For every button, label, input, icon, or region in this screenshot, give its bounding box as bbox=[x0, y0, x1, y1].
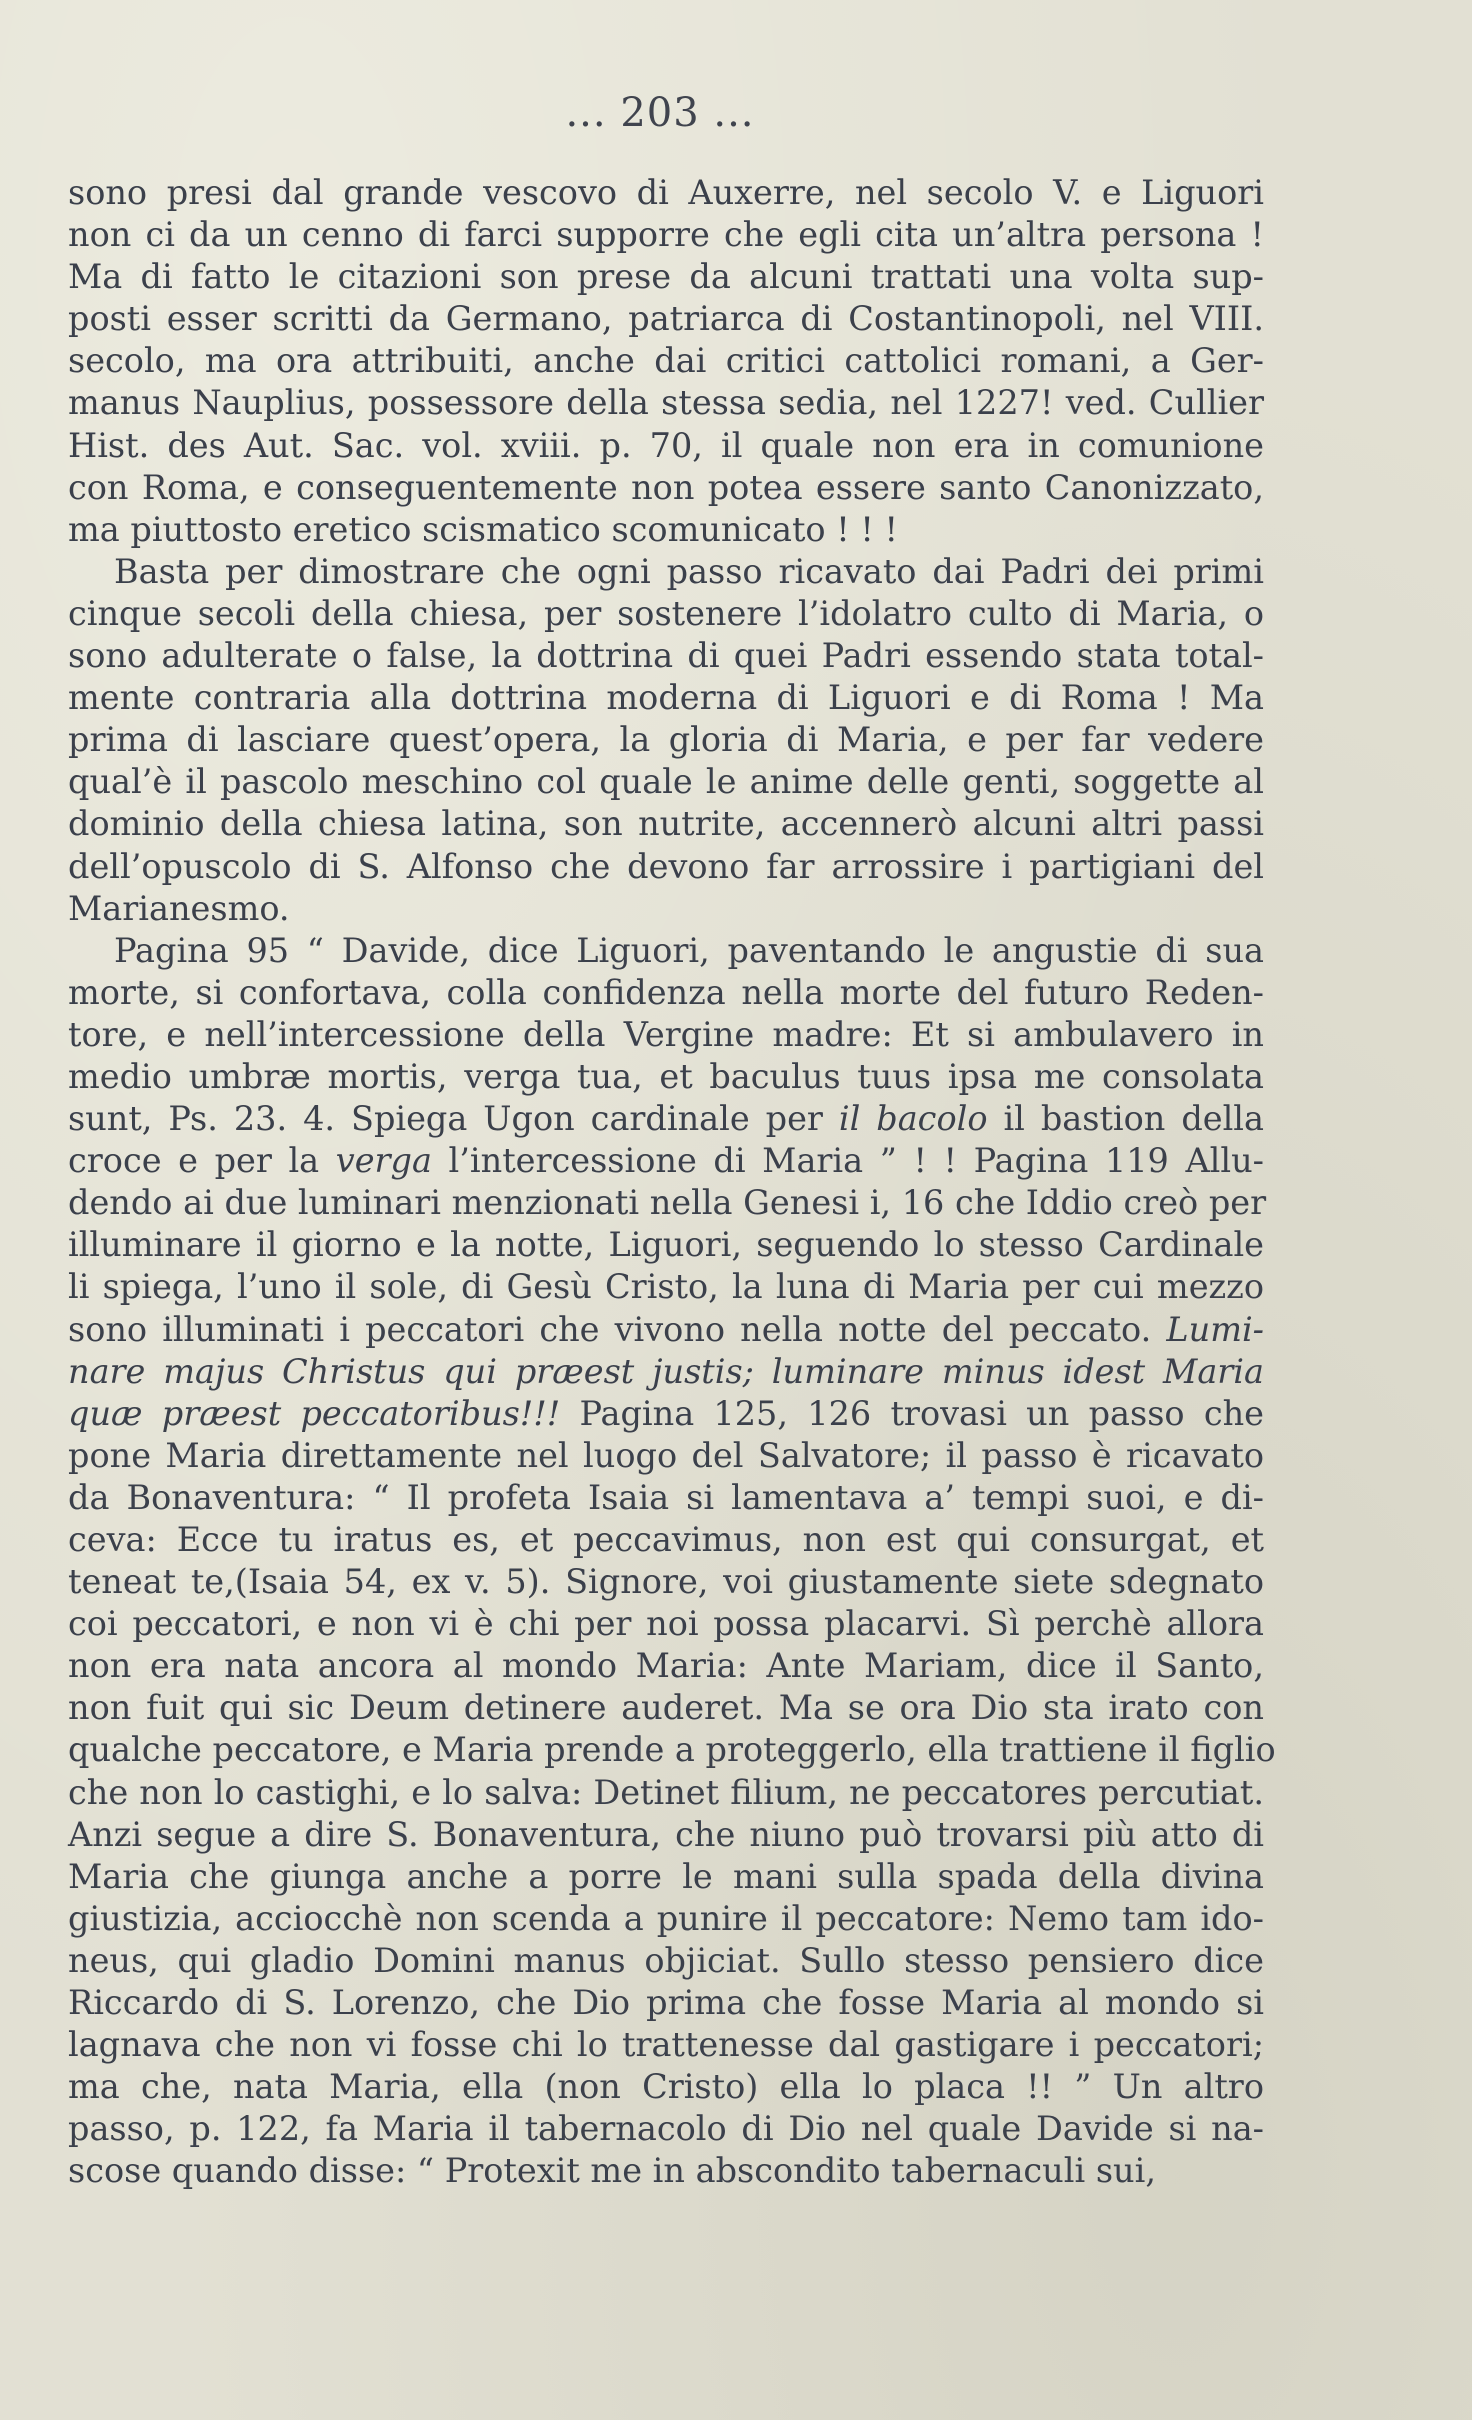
text-line bbox=[68, 1393, 1264, 1435]
text-line bbox=[68, 1309, 1264, 1351]
text-run: prima di lasciare quest’opera, la gloria di Maria, e per far vedere bbox=[68, 720, 1264, 760]
page-number: ... 203 ... bbox=[565, 90, 755, 136]
text-run: da Bonaventura: “ Il profeta Isaia si lamentava a’ tempi suoi, e di- bbox=[68, 1477, 1264, 1517]
text-run: non ci da un cenno di farci supporre che egli cita un’altra persona ! bbox=[68, 215, 1264, 255]
text-line bbox=[68, 2108, 1264, 2150]
text-line bbox=[68, 2150, 1264, 2192]
text-run: illuminare il giorno e la notte, Liguori, seguendo lo stesso Cardinale bbox=[68, 1225, 1264, 1265]
italic-text-run: quæ præest peccatoribus!!! bbox=[68, 1393, 561, 1433]
text-line bbox=[68, 256, 1264, 298]
text-run: Ma di fatto le citazioni son prese da alcuni trattati una volta sup- bbox=[68, 257, 1264, 297]
text-run: cinque secoli della chiesa, per sostenere l’idolatro culto di Maria, o bbox=[68, 593, 1264, 633]
text-line bbox=[68, 1351, 1264, 1393]
text-run: sono presi dal grande vescovo di Auxerre, nel secolo V. e Liguori bbox=[68, 173, 1264, 212]
text-line bbox=[68, 1140, 1264, 1182]
text-line bbox=[68, 2066, 1264, 2108]
text-run: teneat te,(Isaia 54, ex v. 5). Signore, voi giustamente siete sdegnato bbox=[68, 1562, 1264, 1602]
text-line bbox=[68, 1182, 1267, 1224]
text-line bbox=[68, 1056, 1264, 1098]
text-run: passo, p. 122, fa Maria il tabernacolo di Dio nel quale Davide si na- bbox=[68, 2109, 1264, 2149]
text-run: sono illuminati i peccatori che vivono nella notte del peccato. bbox=[68, 1309, 1167, 1349]
text-line bbox=[68, 1687, 1264, 1729]
italic-text-run: Lumi- bbox=[1166, 1309, 1264, 1349]
text-line bbox=[68, 1772, 1264, 1814]
text-run: ceva: Ecce tu iratus es, et peccavimus, non est qui consurgat, et bbox=[68, 1520, 1264, 1559]
text-run: giustizia, acciocchè non scenda a punire il peccatore: Nemo tam ido- bbox=[68, 1898, 1264, 1938]
text-run: il bastion della bbox=[987, 1099, 1264, 1139]
text-run: dominio della chiesa latina, son nutrite, accennerò alcuni altri passi bbox=[68, 804, 1264, 844]
text-line bbox=[68, 761, 1264, 803]
text-line bbox=[68, 1729, 1276, 1771]
text-line bbox=[68, 382, 1264, 424]
text-line bbox=[68, 298, 1264, 340]
text-run: scose quando disse: “ Protexit me in abscondito tabernaculi sui, bbox=[68, 2151, 1156, 2191]
text-run: morte, si confortava, colla confidenza nella morte del futuro Reden- bbox=[68, 972, 1264, 1012]
text-run: mente contraria alla dottrina moderna di Liguori e di Roma ! Ma bbox=[68, 678, 1264, 718]
text-line bbox=[68, 1898, 1264, 1940]
text-run: non era nata ancora al mondo Maria: Ante Mariam, dice il Santo, bbox=[68, 1646, 1264, 1686]
text-line bbox=[68, 1814, 1264, 1856]
text-line bbox=[68, 1477, 1264, 1519]
text-line bbox=[68, 1224, 1264, 1266]
text-line bbox=[68, 340, 1264, 382]
text-line bbox=[68, 930, 1264, 972]
text-line bbox=[68, 467, 1264, 509]
text-line bbox=[68, 846, 1264, 888]
text-line bbox=[68, 172, 1264, 214]
text-line bbox=[68, 1435, 1264, 1477]
italic-text-run: il bacolo bbox=[838, 1099, 988, 1139]
text-run: Pagina 95 “ Davide, dice Liguori, paventando le angustie di sua bbox=[114, 930, 1264, 970]
text-line bbox=[68, 1519, 1264, 1561]
paragraph bbox=[68, 930, 1276, 2193]
text-run: tore, e nell’intercessione della Vergine madre: Et si ambulavero in bbox=[68, 1014, 1264, 1054]
text-line bbox=[68, 2024, 1264, 2066]
text-line bbox=[68, 1982, 1264, 2024]
body-text bbox=[68, 172, 1276, 2193]
italic-text-run: nare majus Christus qui præest justis; luminare minus idest Maria bbox=[68, 1351, 1264, 1391]
paragraph bbox=[68, 172, 1264, 551]
text-run: Pagina 125, 126 trovasi un passo che bbox=[560, 1393, 1264, 1433]
text-run: Anzi segue a dire S. Bonaventura, che niuno può trovarsi più atto di bbox=[68, 1814, 1264, 1854]
text-run: pone Maria direttamente nel luogo del Salvatore; il passo è ricavato bbox=[68, 1435, 1264, 1475]
text-run: dendo ai due luminari menzionati nella Genesi i, 16 che Iddio creò per bbox=[68, 1183, 1267, 1223]
text-line bbox=[68, 509, 1264, 551]
text-run: dell’opuscolo di S. Alfonso che devono far arrossire i partigiani del bbox=[68, 846, 1264, 886]
text-line bbox=[68, 1014, 1264, 1056]
text-run: secolo, ma ora attribuiti, anche dai critici cattolici romani, a Ger- bbox=[68, 341, 1264, 381]
text-run: Riccardo di S. Lorenzo, che Dio prima che fosse Maria al mondo si bbox=[68, 1983, 1264, 2023]
text-run: che non lo castighi, e lo salva: Detinet filium, ne peccatores percutiat. bbox=[68, 1772, 1264, 1812]
text-run: sono adulterate o false, la dottrina di quei Padri essendo stata total- bbox=[68, 636, 1264, 676]
text-line bbox=[68, 214, 1264, 256]
text-line bbox=[68, 1561, 1264, 1603]
text-run: l’intercessione di Maria ” ! ! Pagina 119 Allu- bbox=[431, 1141, 1264, 1181]
text-line bbox=[68, 635, 1264, 677]
text-line bbox=[68, 803, 1264, 845]
text-line bbox=[68, 1645, 1264, 1687]
text-line bbox=[68, 1856, 1264, 1898]
text-line bbox=[68, 1098, 1264, 1140]
paragraph bbox=[68, 551, 1264, 930]
text-run: non fuit qui sic Deum detinere auderet. Ma se ora Dio sta irato con bbox=[68, 1688, 1264, 1728]
text-line bbox=[68, 425, 1264, 467]
text-run: medio umbræ mortis, verga tua, et baculus tuus ipsa me consolata bbox=[68, 1056, 1264, 1096]
text-line bbox=[68, 719, 1264, 761]
text-line bbox=[68, 1266, 1264, 1308]
text-run: qualche peccatore, e Maria prende a proteggerlo, ella trattiene il figlio bbox=[68, 1730, 1276, 1770]
text-run: Maria che giunga anche a porre le mani sulla spada della divina bbox=[68, 1856, 1264, 1896]
text-line bbox=[68, 1940, 1264, 1982]
text-run: sunt, Ps. 23. 4. Spiega Ugon cardinale per bbox=[68, 1099, 839, 1139]
text-run: lagnava che non vi fosse chi lo trattenesse dal gastigare i peccatori; bbox=[68, 2025, 1264, 2065]
italic-text-run: verga bbox=[335, 1141, 432, 1181]
text-line bbox=[68, 593, 1264, 635]
text-run: ma piuttosto eretico scismatico scomunicato ! ! ! bbox=[68, 509, 898, 549]
text-run: li spiega, l’uno il sole, di Gesù Cristo, la luna di Maria per cui mezzo bbox=[68, 1267, 1264, 1307]
text-line bbox=[68, 972, 1264, 1014]
text-run: coi peccatori, e non vi è chi per noi possa placarvi. Sì perchè allora bbox=[68, 1604, 1264, 1644]
text-run: qual’è il pascolo meschino col quale le anime delle genti, soggette al bbox=[68, 762, 1264, 802]
text-run: neus, qui gladio Domini manus objiciat. Sullo stesso pensiero dice bbox=[68, 1940, 1264, 1980]
text-line bbox=[68, 551, 1264, 593]
text-line bbox=[68, 888, 1264, 930]
text-run: con Roma, e conseguentemente non potea essere santo Canonizzato, bbox=[68, 467, 1264, 507]
text-line bbox=[68, 677, 1264, 719]
text-run: manus Nauplius, possessore della stessa sedia, nel 1227! ved. Cullier bbox=[68, 383, 1264, 423]
text-run: croce e per la bbox=[68, 1141, 336, 1181]
text-run: ma che, nata Maria, ella (non Cristo) ella lo placa !! ” Un altro bbox=[68, 2067, 1264, 2107]
text-run: posti esser scritti da Germano, patriarca di Costantinopoli, nel VIII. bbox=[68, 299, 1264, 339]
text-line bbox=[68, 1603, 1264, 1645]
text-run: Basta per dimostrare che ogni passo ricavato dai Padri dei primi bbox=[114, 551, 1264, 591]
text-run: Marianesmo. bbox=[68, 888, 290, 928]
text-run: Hist. des Aut. Sac. vol. xviii. p. 70, il quale non era in comunione bbox=[68, 425, 1264, 465]
